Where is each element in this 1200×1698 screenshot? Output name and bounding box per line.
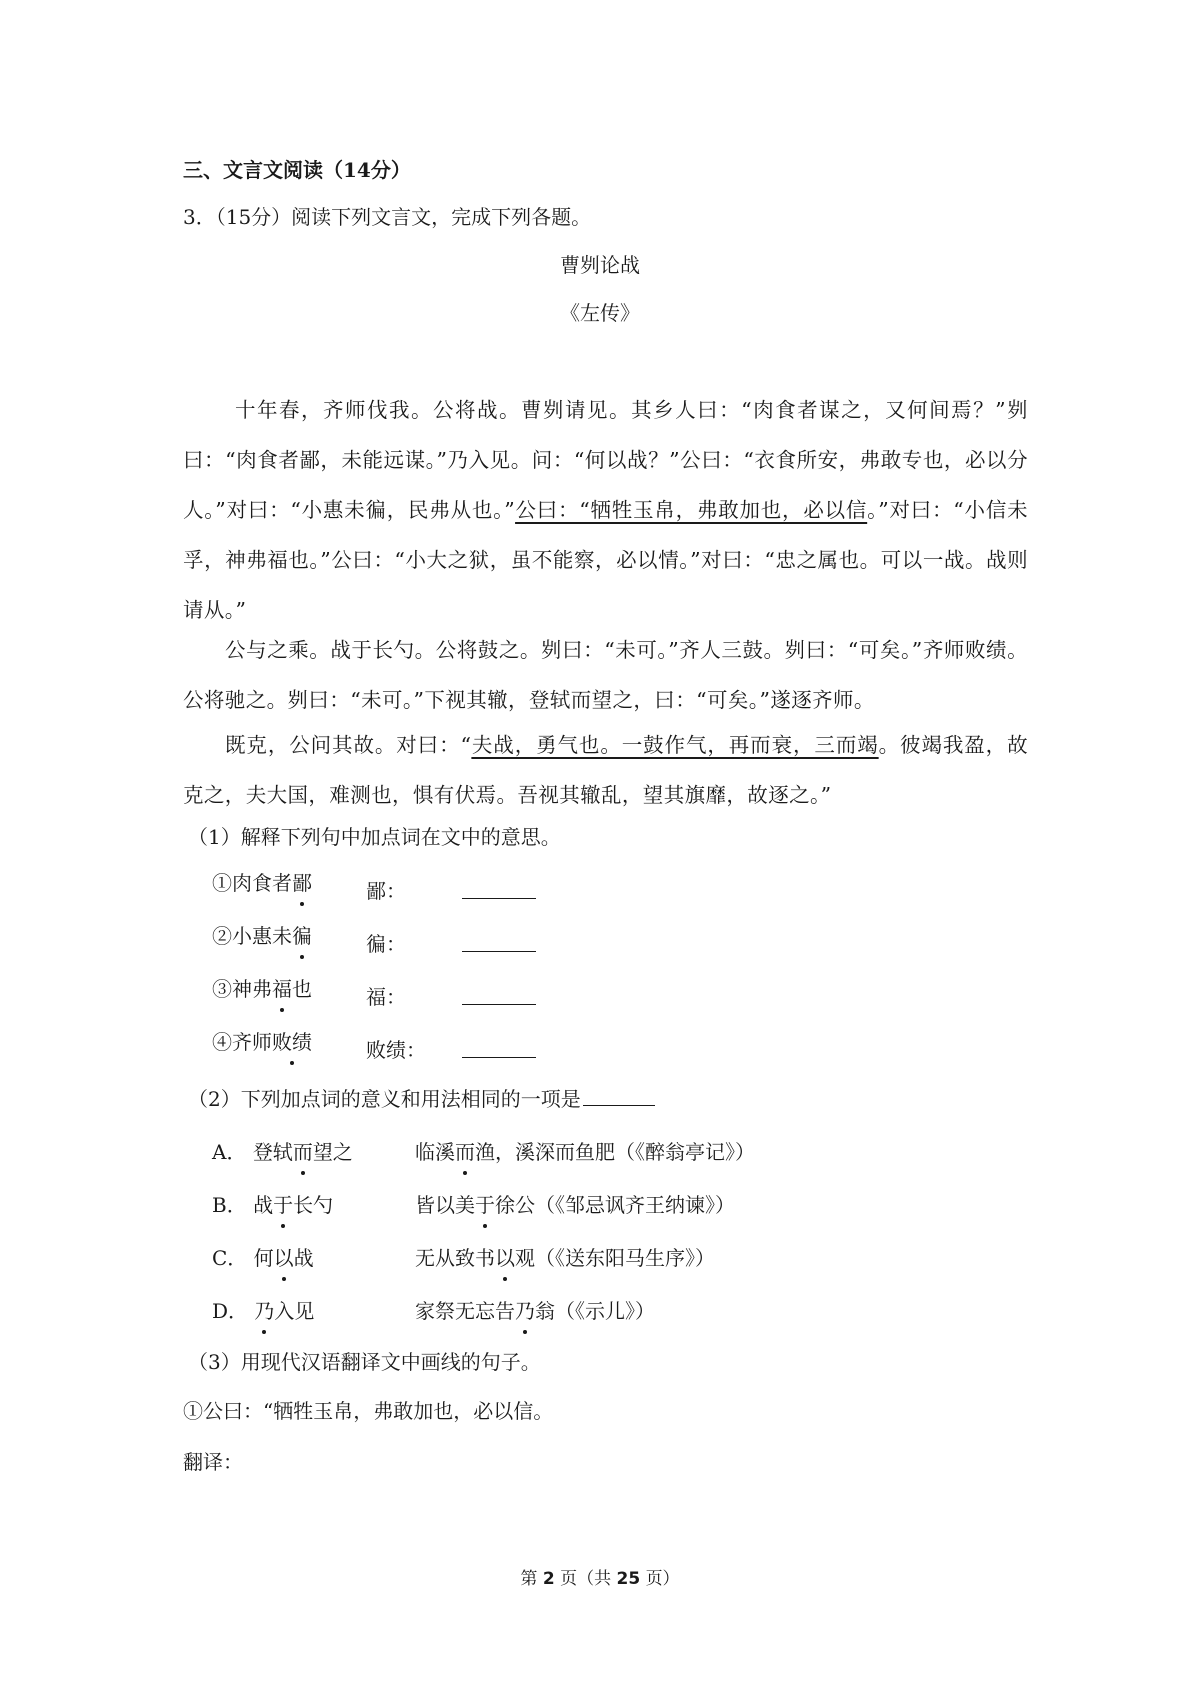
q1-item-sentence — [212, 869, 312, 897]
option-text: 观（《送东阳马生序》） — [515, 1246, 715, 1270]
dotted-word: 鄙 — [292, 871, 312, 895]
sentence-text: ②小惠未 — [212, 924, 292, 948]
q2-prompt — [188, 1085, 655, 1113]
q2-option-d-left — [212, 1297, 314, 1325]
article-paragraph-2: 公与之乘。战于长勺。公将鼓之。刿曰：“未可。”齐人三鼓。刿曰：“可矣。”齐师败绩。公将驰之。刿曰：“未可。”下视其辙，登轼而望之，曰：“可矣。”遂逐齐师。 — [183, 638, 1028, 712]
dotted-word: 以 — [495, 1246, 515, 1270]
question-intro: 3．（15分）阅读下列文言文，完成下列各题。 — [183, 205, 592, 229]
q1-item-word: 福： — [366, 985, 406, 1009]
option-letter: C． — [212, 1246, 248, 1270]
dotted-word: 败绩 — [272, 1030, 312, 1054]
option-text: 望之 — [312, 1140, 353, 1164]
underlined-sentence-1: 公曰：“牺牲玉帛，弗敢加也，必以信 — [515, 498, 868, 522]
article-paragraph-3 — [183, 720, 1028, 820]
q2-option-d-right — [415, 1297, 655, 1325]
total-pages: 25 — [616, 1569, 641, 1589]
answer-blank[interactable] — [462, 951, 536, 952]
answer-blank[interactable] — [462, 1004, 536, 1005]
sentence-text: ③神弗 — [212, 977, 272, 1001]
q2-option-c-left — [212, 1244, 314, 1272]
sentence-text: ④齐师 — [212, 1030, 272, 1054]
option-text: 入见 — [274, 1299, 315, 1323]
answer-blank[interactable] — [462, 898, 536, 899]
option-text: 翁（《示儿》） — [535, 1299, 655, 1323]
dotted-word: 以 — [273, 1246, 294, 1270]
dotted-word: 而 — [455, 1140, 475, 1164]
q1-item-sentence — [212, 975, 312, 1003]
q2-option-a-right — [415, 1138, 755, 1166]
article-paragraph-1 — [183, 385, 1028, 635]
sentence-text: 也 — [292, 977, 312, 1001]
dotted-word: 而 — [292, 1140, 313, 1164]
option-text: 临溪 — [415, 1140, 455, 1164]
option-text: 战 — [253, 1193, 274, 1217]
translate-label: 翻译： — [183, 1450, 243, 1474]
q2-option-b-left — [212, 1191, 333, 1219]
q2-option-c-right — [415, 1244, 715, 1272]
q2-option-b-right — [415, 1191, 735, 1219]
dotted-word: 乃 — [515, 1299, 535, 1323]
answer-blank[interactable] — [462, 1057, 536, 1058]
article-author: 《左传》 — [560, 301, 640, 325]
paragraph-text: 既克，公问其故。对曰：“ — [225, 733, 472, 757]
dotted-word: 乃 — [254, 1299, 275, 1323]
answer-blank[interactable] — [583, 1085, 655, 1106]
option-letter: D． — [212, 1299, 249, 1323]
q1-item-sentence — [212, 922, 312, 950]
q1-item-word: 鄙： — [366, 879, 406, 903]
option-text: 家祭无忘告 — [415, 1299, 515, 1323]
option-letter: A． — [212, 1140, 247, 1164]
dotted-word: 徧 — [292, 924, 312, 948]
q3-sentence-1: ①公曰：“牺牲玉帛，弗敢加也，必以信。 — [183, 1399, 554, 1423]
section-title: 三、文言文阅读（14分） — [183, 158, 411, 182]
paragraph-text: 十年春，齐师伐我。公将战。曹刿请见。其乡人曰：“肉食者谋之，又何间焉？”刿曰：“肉食者鄙，未能远谋。”乃入见。问：“何以战？”公曰：“衣食所安，弗敢专也，必以分人。”对曰：“小惠未徧，民弗从也。” — [183, 398, 1028, 522]
option-text: 渔，溪深而鱼肥（《醉翁亭记》） — [475, 1140, 755, 1164]
option-text: 登轼 — [252, 1140, 293, 1164]
q1-item-word: 败绩： — [366, 1038, 426, 1062]
option-text: 何 — [253, 1246, 274, 1270]
option-text: 长勺 — [293, 1193, 334, 1217]
q2-prompt-text: （2）下列加点词的意义和用法相同的一项是 — [188, 1087, 581, 1111]
option-letter: B． — [212, 1193, 247, 1217]
q3-prompt: （3）用现代汉语翻译文中画线的句子。 — [188, 1350, 541, 1374]
q1-prompt: （1）解释下列句中加点词在文中的意思。 — [188, 825, 561, 849]
dotted-word: 于 — [273, 1193, 294, 1217]
paragraph-text: 。”对曰：“小信未孚，神弗福也。”公曰：“小大之狱，虽不能察，必以情。”对曰：“忠之属也。可以一战。战则请从。” — [183, 498, 1029, 622]
q1-item-sentence — [212, 1028, 312, 1056]
dotted-word: 福 — [272, 977, 292, 1001]
dotted-word: 于 — [475, 1193, 495, 1217]
option-text: 战 — [293, 1246, 314, 1270]
underlined-sentence-2: 夫战，勇气也。一鼓作气，再而衰，三而竭 — [471, 733, 879, 757]
article-title: 曹刿论战 — [560, 253, 640, 277]
footer-text: 页（共 — [560, 1569, 612, 1589]
page-number: 2 — [542, 1569, 555, 1589]
sentence-text: ①肉食者 — [212, 871, 292, 895]
option-text: 皆以美 — [415, 1193, 475, 1217]
option-text: 徐公（《邹忌讽齐王纳谏》） — [495, 1193, 735, 1217]
q1-item-word: 徧： — [366, 932, 406, 956]
q2-option-a-left — [212, 1138, 353, 1166]
footer-text: 第 — [520, 1569, 538, 1589]
footer-text: 页） — [645, 1569, 680, 1589]
paragraph-text: 。彼竭我盈，故克之，夫大国，难测也，惧有伏焉。吾视其辙乱，望其旗靡，故逐之。” — [183, 733, 1028, 807]
page-footer — [0, 1565, 1200, 1593]
option-text: 无从致书 — [415, 1246, 495, 1270]
